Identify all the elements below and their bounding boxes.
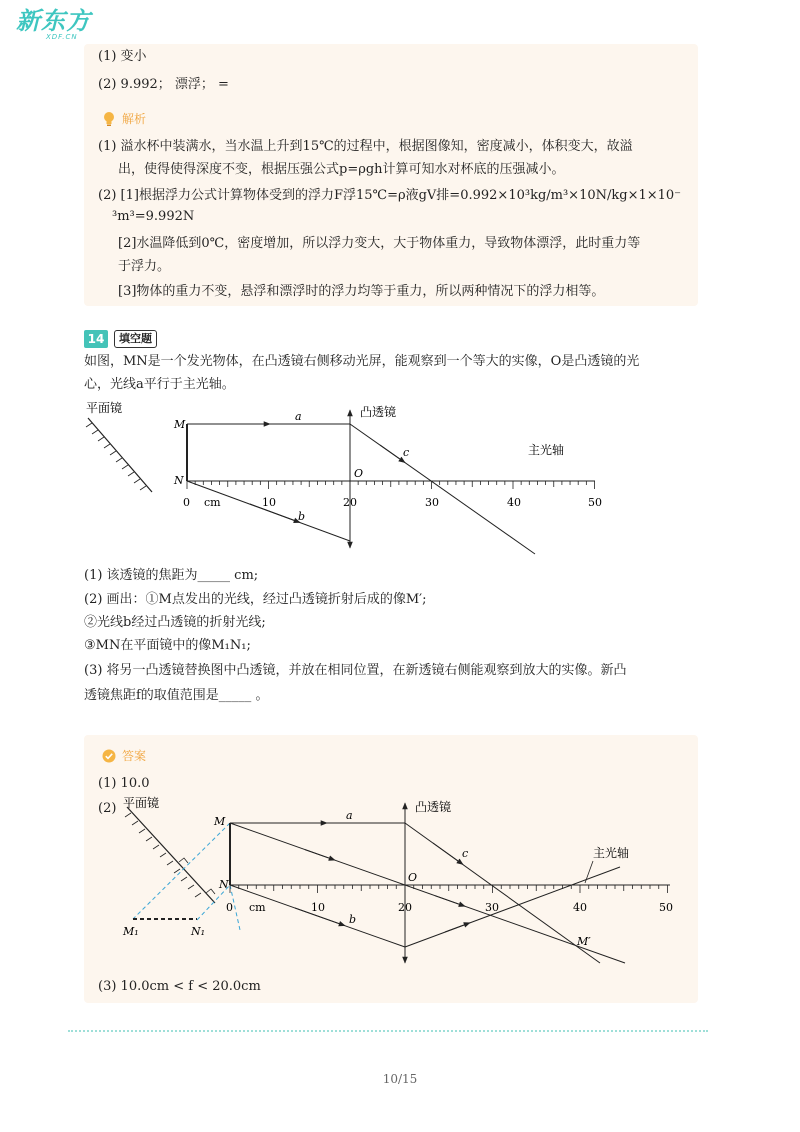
label-b: b <box>349 913 357 926</box>
analysis-p2e: [3]物体的重力不变，悬浮和漂浮时的浮力均等于重力，所以两种情况下的浮力相等。 <box>118 284 605 299</box>
tick-50: 50 <box>659 901 673 914</box>
analysis-p2c: [2]水温降低到0℃，密度增加，所以浮力变大，大于物体重力，导致物体漂浮，此时重力等 <box>118 236 641 251</box>
question-2c: ③MN在平面镜中的像M₁N₁; <box>84 638 251 653</box>
tick-0: 0 <box>226 901 233 914</box>
unit-label: cm <box>249 901 266 914</box>
question-number: 14 <box>84 330 108 348</box>
ray-center <box>230 823 625 963</box>
analysis-p1a: (1) 溢水杯中装满水，当水温上升到15℃的过程中，根据图像知，密度减小，体积变大，故溢 <box>98 139 633 154</box>
label-o: O <box>408 871 418 884</box>
label-m: M <box>214 815 226 828</box>
ray-center-arrow <box>305 850 335 861</box>
label-n: N <box>219 878 229 891</box>
analysis-p2b: ³m³=9.992N <box>112 209 195 224</box>
page-number: 10/15 <box>382 1072 418 1086</box>
check-badge-icon <box>102 749 116 763</box>
logo-sub: XDF.CN <box>46 33 78 41</box>
label-m: M <box>174 418 186 431</box>
tick-30: 30 <box>425 496 439 509</box>
axis-label: 主光轴 <box>593 846 630 860</box>
answer-tag <box>102 747 146 764</box>
label-m1: M₁ <box>123 925 139 938</box>
mirror-hatching <box>125 813 201 897</box>
axis-ruler-ticks <box>230 885 668 893</box>
label-m-prime: M′ <box>577 935 591 948</box>
label-b: b <box>298 510 306 523</box>
label-a: a <box>295 410 302 423</box>
lightbulb-icon <box>102 111 116 127</box>
logo-main: 新东方 <box>16 7 91 35</box>
question-stem-2: 心，光线a平行于主光轴。 <box>84 377 235 392</box>
analysis-p2d: 于浮力。 <box>118 259 171 274</box>
optics-figure-2 <box>115 795 685 970</box>
question-2: (2) 画出：①M点发出的光线，经过凸透镜折射后成的像M′; <box>84 592 427 607</box>
label-n: N <box>174 474 184 487</box>
lens-label: 凸透镜 <box>360 405 397 419</box>
divider <box>68 1030 708 1032</box>
tick-40: 40 <box>573 901 587 914</box>
label-n1: N₁ <box>191 925 206 938</box>
mirror-label: 平面镜 <box>86 401 123 415</box>
axis-label: 主光轴 <box>528 443 565 457</box>
tick-20: 20 <box>343 496 357 509</box>
right-angle-marker <box>179 858 188 863</box>
analysis-p2a: (2) [1]根据浮力公式计算物体受到的浮力F浮15℃=ρ液gV排=0.992×10³kg/m³×10N/kg×1×10⁻ <box>98 188 682 203</box>
right-angle-marker <box>206 889 215 894</box>
plane-mirror <box>88 418 152 492</box>
analysis-p1b: 出，使得使得深度不变，根据压强公式p=ρgh计算可知水对杯底的压强减小。 <box>118 162 565 177</box>
answer-1: (1) 10.0 <box>98 776 150 791</box>
label-c: c <box>403 446 410 459</box>
question-2b: ②光线b经过凸透镜的折射光线; <box>84 615 266 630</box>
analysis-tag-label: 解析 <box>122 112 147 126</box>
answer-line-1: (1) 变小 <box>98 49 147 64</box>
question-3a: (3) 将另一凸透镜替换图中凸透镜，并放在相同位置，在新透镜右侧能观察到放大的实像。新凸 <box>84 663 627 678</box>
tick-10: 10 <box>262 496 276 509</box>
question-type: 填空题 <box>114 330 157 348</box>
construction-line <box>133 823 230 919</box>
label-o: O <box>354 467 364 480</box>
mirror-label: 平面镜 <box>123 796 160 810</box>
optics-figure-1 <box>80 398 610 558</box>
question-3b: 透镜焦距f的取值范围是_____ 。 <box>84 688 269 703</box>
ray-c <box>350 424 535 554</box>
tick-40: 40 <box>507 496 521 509</box>
ray-c-arrow <box>380 445 405 463</box>
ray-center-arrow-2 <box>435 896 465 907</box>
answer-line-2: (2) 9.992； 漂浮； = <box>98 77 229 92</box>
lens-label: 凸透镜 <box>415 800 452 814</box>
ray-c-arrow <box>433 843 463 865</box>
unit-label: cm <box>204 496 221 509</box>
logo <box>16 7 91 41</box>
analysis-tag <box>102 110 146 127</box>
tick-10: 10 <box>311 901 325 914</box>
label-a: a <box>346 809 353 822</box>
tick-20: 20 <box>398 901 412 914</box>
answer-tag-label: 答案 <box>122 749 147 763</box>
question-1: (1) 该透镜的焦距为_____ cm; <box>84 568 259 583</box>
mirror-hatching <box>86 423 146 490</box>
tick-0: 0 <box>183 496 190 509</box>
tick-50: 50 <box>588 496 602 509</box>
question-stem-1: 如图，MN是一个发光物体，在凸透镜右侧移动光屏，能观察到一个等大的实像，O是凸透镜的光 <box>84 354 640 369</box>
label-c: c <box>462 847 469 860</box>
answer-3: (3) 10.0cm < f < 20.0cm <box>98 979 261 994</box>
answer-2: (2) <box>98 801 117 816</box>
axis-ruler-ticks <box>187 481 595 489</box>
tick-30: 30 <box>485 901 499 914</box>
axis-label-leader <box>585 861 593 883</box>
ray-b-refracted-arrow <box>445 923 470 932</box>
plane-mirror <box>127 807 215 903</box>
